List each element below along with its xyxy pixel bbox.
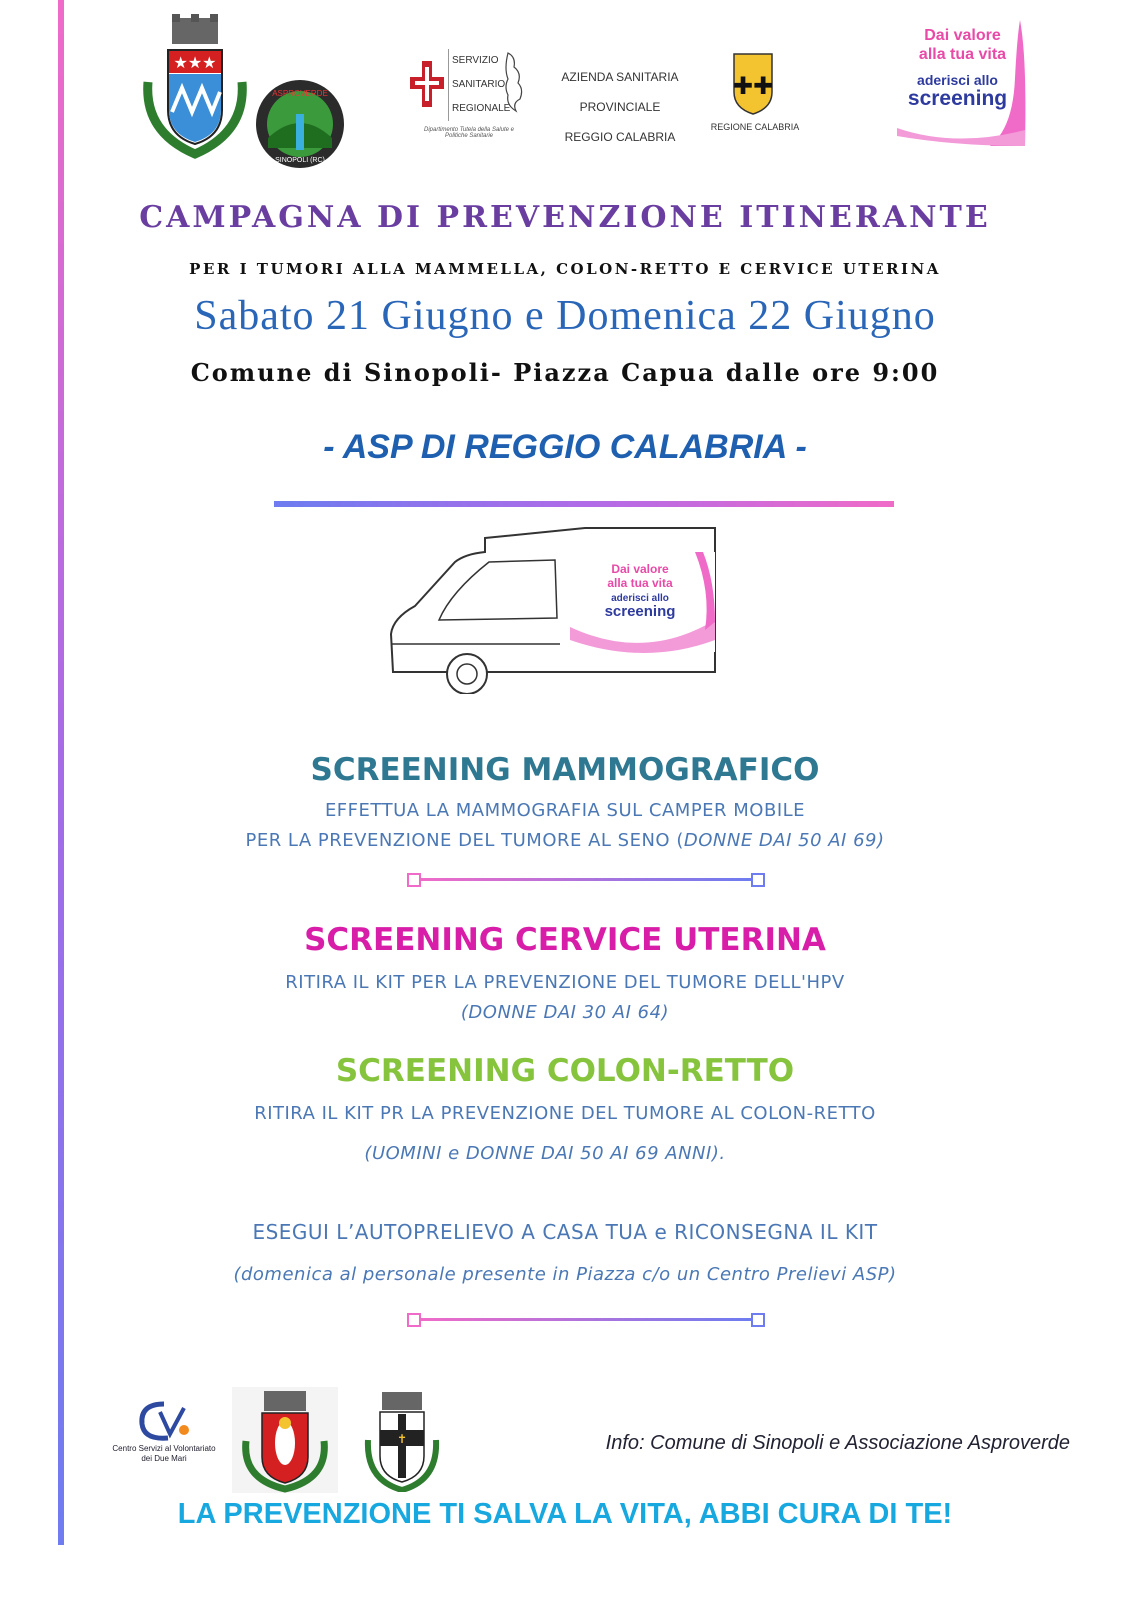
- campaign-subtitle: PER I TUMORI ALLA MAMMELLA, COLON-RETTO E CERVICE UTERINA: [189, 260, 941, 278]
- asp-header-line-2: REGGIO CALABRIA: [564, 130, 676, 144]
- asp-banner: - ASP DI REGGIO CALABRIA -: [323, 428, 807, 466]
- separator-1: [407, 873, 765, 887]
- ssr-logo: [410, 45, 530, 150]
- event-place: Comune di Sinopoli- Piazza Capua dalle ore 9:00: [190, 358, 940, 387]
- screening-badge: [895, 18, 1030, 150]
- ssr-line-3: REGIONALE: [452, 103, 511, 114]
- autoprelievo-line-1: ESEGUI L’AUTOPRELIEVO A CASA TUA e RICONSEGNA IL KIT: [252, 1220, 878, 1244]
- badge-line-4: screening: [907, 87, 1008, 110]
- mammo-line-2: [0, 830, 1130, 851]
- colon-heading: SCREENING COLON-RETTO: [335, 1053, 795, 1089]
- cross-crest-icon: [362, 1390, 442, 1492]
- campaign-title: CAMPAGNA DI PREVENZIONE ITINERANTE: [139, 200, 991, 235]
- camper-line-3: aderisci allo: [611, 593, 669, 604]
- csv-swirl-icon: [134, 1400, 194, 1444]
- svg-text:✚✚: ✚✚: [732, 72, 774, 100]
- asp-header-text: [530, 62, 710, 152]
- ssr-line-1: SERVIZIO: [452, 55, 499, 66]
- mammo-line-1: EFFETTUA LA MAMMOGRAFIA SUL CAMPER MOBILE: [324, 800, 806, 821]
- ssr-caption: Dipartimento Tutela della Salute e Politiche Sanitarie: [424, 127, 514, 139]
- svg-text:SINOPOLI (RC): SINOPOLI (RC): [275, 157, 325, 164]
- svg-text:ASPROVERDE: ASPROVERDE: [272, 89, 328, 98]
- footer-slogan: LA PREVENZIONE TI SALVA LA VITA, ABBI CURA DI TE!: [177, 1498, 953, 1530]
- mammo-line-2-text: PER LA PREVENZIONE DEL TUMORE AL SENO (: [245, 830, 684, 851]
- svg-text:✝: ✝: [396, 1432, 408, 1446]
- asp-header-line-1: AZIENDA SANITARIA PROVINCIALE: [561, 70, 679, 114]
- separator-2: [407, 1313, 765, 1327]
- red-cross-icon: [410, 59, 444, 109]
- regione-calabria-label: REGIONE CALABRIA: [710, 122, 800, 132]
- sinopoli-coat-of-arms-icon: [140, 12, 250, 162]
- colon-line-1: RITIRA IL KIT PR LA PREVENZIONE DEL TUMORE AL COLON-RETTO: [254, 1103, 876, 1124]
- cervice-line-2: (DONNE DAI 30 AI 64): [460, 1002, 670, 1023]
- cervice-line-1: RITIRA IL KIT PER LA PREVENZIONE DEL TUMORE DELL'HPV: [285, 972, 845, 993]
- camper-line-2: alla tua vita: [607, 576, 673, 590]
- colon-line-2: (UOMINI e DONNE DAI 50 AI 69 ANNI).: [364, 1143, 726, 1164]
- badge-line-1: Dai valore: [924, 27, 1001, 44]
- csv-line-2: dei Due Mari: [141, 1454, 187, 1463]
- regione-calabria-shield-icon: [730, 50, 776, 116]
- badge-line-3: aderisci allo: [917, 72, 998, 88]
- event-dates: Sabato 21 Giugno e Domenica 22 Giugno: [194, 293, 936, 339]
- asproverde-logo-icon: [250, 78, 350, 170]
- gradient-divider: [274, 501, 894, 507]
- camper-illustration: [385, 522, 735, 694]
- svg-text:★★★: ★★★: [173, 53, 217, 72]
- cervice-heading: SCREENING CERVICE UTERINA: [304, 922, 826, 958]
- mammo-heading: SCREENING MAMMOGRAFICO: [310, 752, 820, 788]
- calabria-map-icon: [502, 51, 528, 113]
- ssr-line-2: SANITARIO: [452, 79, 506, 90]
- mammo-line-2-italic: DONNE DAI 50 AI 69): [683, 830, 885, 851]
- csv-logo: [104, 1400, 224, 1470]
- municipality-crest-icon: [232, 1387, 338, 1493]
- camper-line-1: Dai valore: [611, 562, 669, 576]
- badge-line-2: alla tua vita: [918, 46, 1007, 63]
- info-text: Info: Comune di Sinopoli e Associazione Asproverde: [605, 1432, 1070, 1454]
- autoprelievo-line-2: (domenica al personale presente in Piazza c/o un Centro Prelievi ASP): [233, 1264, 897, 1285]
- csv-line-1: Centro Servizi al Volontariato: [112, 1444, 216, 1453]
- camper-line-4: screening: [604, 603, 676, 620]
